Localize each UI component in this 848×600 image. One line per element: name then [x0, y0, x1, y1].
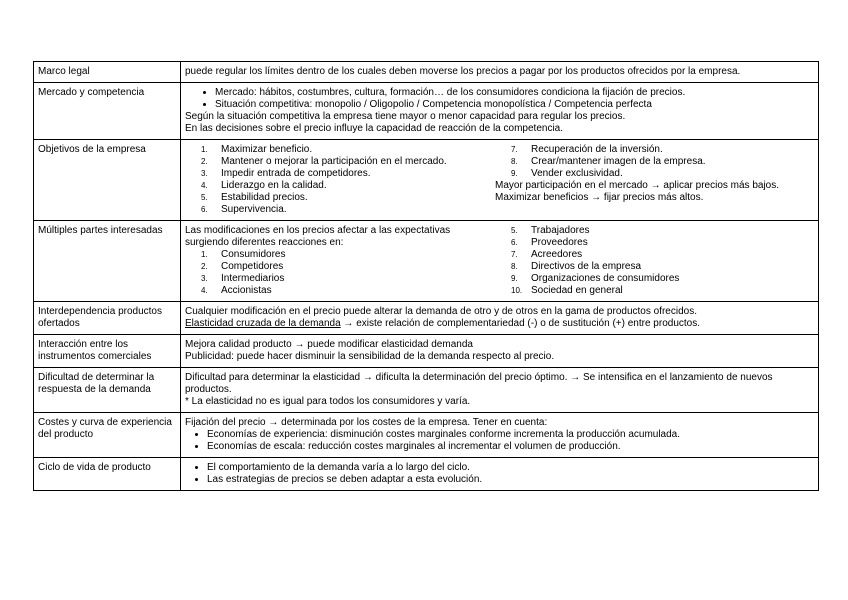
row-label: Costes y curva de experiencia del producto	[34, 413, 181, 458]
item-text: Sociedad en general	[531, 285, 623, 296]
list-item	[185, 192, 495, 204]
list-item	[495, 168, 813, 180]
table-row	[34, 335, 819, 368]
list-item	[185, 156, 495, 168]
row-label: Marco legal	[34, 62, 181, 83]
text-line: Según la situación competitiva la empresa tiene mayor o menor capacidad para regular los precios.	[185, 111, 626, 122]
item-number: 2.	[201, 262, 208, 271]
list-item	[495, 261, 813, 273]
row-label: Objetivos de la empresa	[34, 140, 181, 221]
bullet-list	[185, 462, 813, 486]
text-line: En las decisiones sobre el precio influye la capacidad de reacción de la competencia.	[185, 123, 564, 134]
row-label: Múltiples partes interesadas	[34, 221, 181, 302]
item-number: 8.	[511, 157, 518, 166]
list-item	[495, 225, 813, 237]
item-number: 1.	[201, 145, 208, 154]
row-content	[181, 413, 819, 458]
item-number: 5.	[511, 226, 518, 235]
text-line: Las modificaciones en los precios afectar a las expectativas	[185, 225, 451, 236]
item-text: Estabilidad precios.	[221, 192, 308, 203]
text-line: Mejora calidad producto → puede modificar elasticidad demanda	[185, 339, 473, 350]
list-item	[495, 273, 813, 285]
row-label: Interacción entre los instrumentos comerciales	[34, 335, 181, 368]
item-text: Directivos de la empresa	[531, 261, 642, 272]
table-row	[34, 458, 819, 491]
item-text: Proveedores	[531, 237, 588, 248]
item-number: 7.	[511, 145, 518, 154]
text-line	[185, 318, 813, 330]
list-item	[495, 285, 813, 297]
row-label: Interdependencia productos ofertados	[34, 302, 181, 335]
item-text: Organizaciones de consumidores	[531, 273, 680, 284]
item-text: Consumidores	[221, 249, 286, 260]
text-line: Publicidad: puede hacer disminuir la sensibilidad de la demanda respecto al precio.	[185, 351, 555, 362]
table-row	[34, 302, 819, 335]
list-item	[185, 285, 495, 297]
list-item: • Situación competitiva: monopolio / Oligopolio / Competencia monopolística / Competencia perfecta	[215, 99, 813, 111]
item-number: 6.	[511, 238, 518, 247]
text-line: Maximizar beneficios → fijar precios más altos.	[495, 192, 704, 203]
text-line: Cualquier modificación en el precio puede alterar la demanda de otro y de otros en la gama de productos ofrecidos.	[185, 306, 697, 317]
item-number: 6.	[201, 205, 208, 214]
list-item	[185, 273, 495, 285]
table-row	[34, 62, 819, 83]
numbered-list-left	[185, 249, 495, 297]
item-text: Impedir entrada de competidores.	[221, 168, 371, 179]
text-line: surgiendo diferentes reacciones en:	[185, 237, 344, 248]
item-number: 1.	[201, 250, 208, 259]
list-item: • Economías de escala: reducción costes marginales al incrementar el volumen de producción.	[207, 441, 813, 453]
list-item	[185, 249, 495, 261]
row-content	[181, 335, 819, 368]
list-item: • Las estrategias de precios se deben adaptar a esta evolución.	[207, 474, 813, 486]
numbered-list-right	[495, 225, 813, 297]
bullet-list	[185, 87, 813, 111]
pricing-factors-table	[33, 61, 819, 491]
numbered-list-right	[495, 144, 813, 180]
numbered-list-left	[185, 144, 495, 216]
item-text: Trabajadores	[531, 225, 590, 236]
list-item: • El comportamiento de la demanda varía a lo largo del ciclo.	[207, 462, 813, 474]
item-text: Crear/mantener imagen de la empresa.	[531, 156, 706, 167]
list-item	[185, 261, 495, 273]
row-content	[181, 302, 819, 335]
text-line: * La elasticidad no es igual para todos los consumidores y varía.	[185, 396, 471, 407]
row-content	[181, 458, 819, 491]
item-number: 8.	[511, 262, 518, 271]
item-text: Mantener o mejorar la participación en el mercado.	[221, 156, 447, 167]
item-text: Maximizar beneficio.	[221, 144, 313, 155]
list-item	[495, 144, 813, 156]
row-content: puede regular los límites dentro de los cuales deben moverse los precios a pagar por los productos ofrecidos por la empresa.	[181, 62, 819, 83]
table-row	[34, 368, 819, 413]
item-number: 10.	[511, 286, 523, 295]
row-content	[181, 368, 819, 413]
item-text: Liderazgo en la calidad.	[221, 180, 327, 191]
list-item	[495, 237, 813, 249]
item-number: 4.	[201, 286, 208, 295]
list-item	[495, 249, 813, 261]
row-content	[181, 140, 819, 221]
item-number: 3.	[201, 169, 208, 178]
item-number: 9.	[511, 274, 518, 283]
item-text: Competidores	[221, 261, 284, 272]
table-row	[34, 221, 819, 302]
item-text: Accionistas	[221, 285, 272, 296]
list-item	[185, 144, 495, 156]
text-line: Mayor participación en el mercado → aplicar precios más bajos.	[495, 180, 780, 191]
row-content	[181, 83, 819, 140]
item-text: Supervivencia.	[221, 204, 287, 215]
row-content	[181, 221, 819, 302]
item-number: 3.	[201, 274, 208, 283]
item-text: Recuperación de la inversión.	[531, 144, 663, 155]
table-row	[34, 83, 819, 140]
item-text: Vender exclusividad.	[531, 168, 623, 179]
table-row	[34, 413, 819, 458]
item-number: 9.	[511, 169, 518, 178]
text-line: Fijación del precio → determinada por los costes de la empresa. Tener en cuenta:	[185, 417, 548, 428]
item-number: 4.	[201, 181, 208, 190]
list-item	[185, 180, 495, 192]
row-label: Ciclo de vida de producto	[34, 458, 181, 491]
list-item: • Mercado: hábitos, costumbres, cultura, formación… de los consumidores condiciona la fijación de precios.	[215, 87, 813, 99]
text-span: → existe relación de complementariedad (-) o de sustitución (+) entre productos.	[340, 318, 700, 329]
list-item	[185, 168, 495, 180]
item-number: 7.	[511, 250, 518, 259]
item-text: Intermediarios	[221, 273, 285, 284]
item-number: 5.	[201, 193, 208, 202]
text-line: Dificultad para determinar la elasticidad → dificulta la determinación del precio óptimo. → Se intensifica en el lanzamiento de nuevos productos.	[185, 372, 773, 395]
item-number: 2.	[201, 157, 208, 166]
list-item	[495, 156, 813, 168]
list-item: • Economías de experiencia: disminución costes marginales conforme incrementa la producción acumulada.	[207, 429, 813, 441]
bullet-list	[185, 429, 813, 453]
underlined-term: Elasticidad cruzada de la demanda	[185, 318, 341, 329]
row-label: Dificultad de determinar la respuesta de la demanda	[34, 368, 181, 413]
table-row	[34, 140, 819, 221]
list-item	[185, 204, 495, 216]
item-text: Acreedores	[531, 249, 583, 260]
row-label: Mercado y competencia	[34, 83, 181, 140]
